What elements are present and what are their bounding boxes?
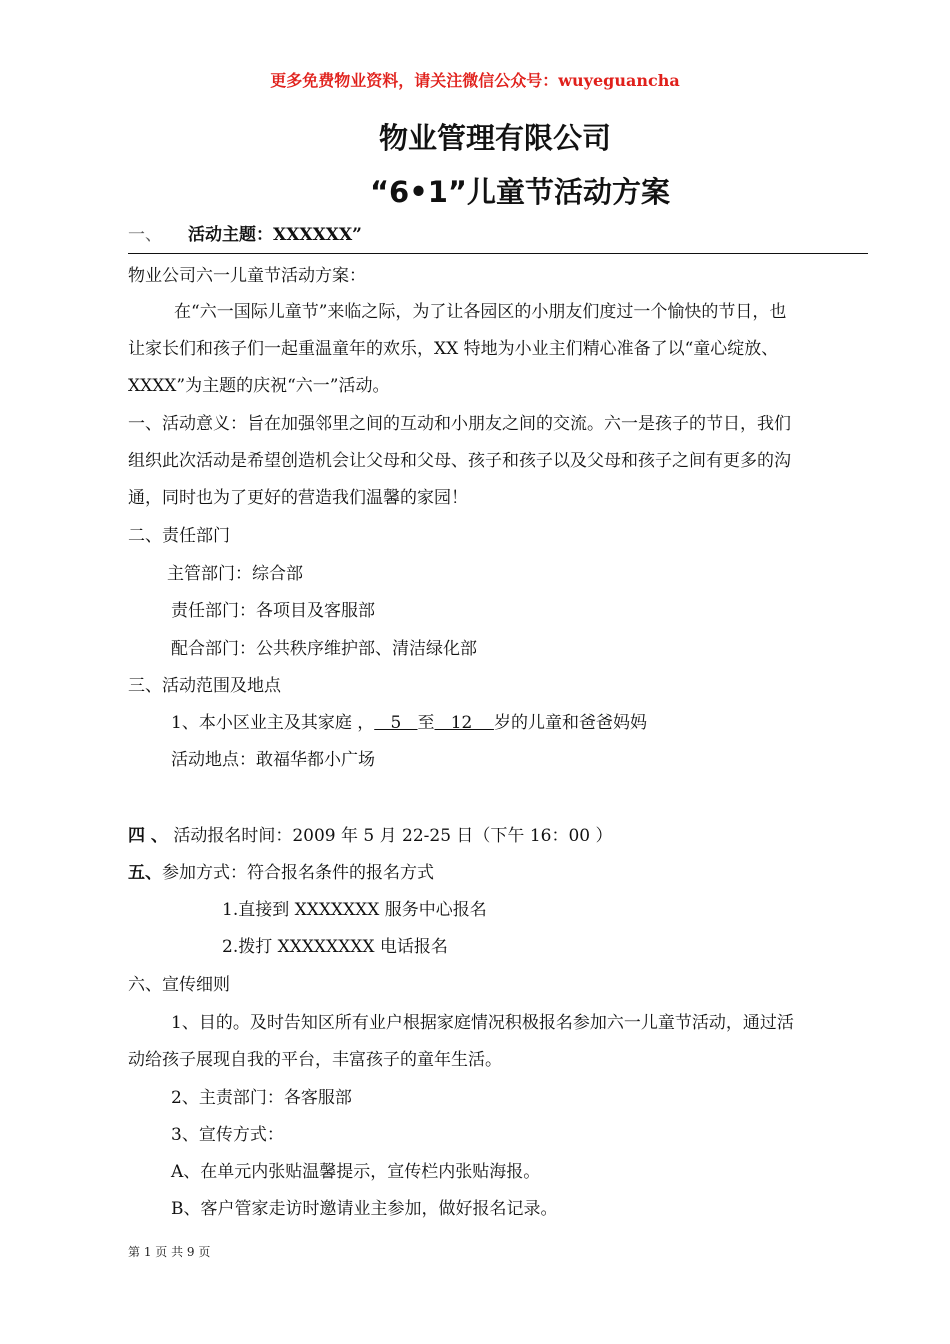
document-title: “6•1”儿童节活动方案 (369, 175, 670, 209)
significance-line3: 通，同时也为了更好的营造我们温馨的家园！ (128, 488, 468, 508)
para1-line1: 在“六一国际儿童节”来临之际，为了让各园区的小朋友们度过一个愉快的节日，也 (174, 302, 787, 322)
publicity-method-b: B、客户管家走访时邀请业主参加，做好报名记录。 (171, 1199, 558, 1219)
max-age: 12 (434, 713, 494, 733)
publicity-method-a: A、在单元内张贴温馨提示，宣传栏内张贴海报。 (171, 1162, 541, 1182)
publicity-method-heading: 3、宣传方式： (171, 1125, 284, 1145)
join-method-2: 2.拨打 XXXXXXXX 电话报名 (222, 937, 448, 957)
publicity-purpose-line2: 动给孩子展现自我的平台，丰富孩子的童年生活。 (128, 1050, 502, 1070)
dept-heading: 二、责任部门 (128, 526, 230, 546)
theme-heading (128, 222, 362, 248)
min-age: 5 (374, 713, 418, 733)
registration-text: 活动报名时间：2009 年 5 月 22-25 日（下午 16：00 ） (173, 826, 613, 846)
dept-support: 配合部门：公共秩序维护部、清洁绿化部 (171, 639, 477, 659)
age-suffix: 岁的儿童和爸爸妈妈 (493, 713, 647, 733)
to-text: 至 (417, 713, 435, 733)
join-text: 参加方式：符合报名条件的报名方式 (162, 863, 434, 883)
join-line (128, 860, 434, 886)
theme-number: 一、 (128, 225, 162, 245)
theme-label: 活动主题：XXXXXX” (188, 225, 362, 245)
significance-line2: 组织此次活动是希望创造机会让父母和父母、孩子和孩子以及父母和孩子之间有更多的沟 (128, 451, 791, 471)
scope-text: 1、本小区业主及其家庭 ， (171, 713, 375, 733)
company-title: 物业管理有限公司 (378, 121, 611, 155)
promo-banner: 更多免费物业资料，请关注微信公众号：wuyeguancha (270, 71, 680, 90)
registration-number: 四 、 (128, 826, 168, 846)
heading-divider (128, 253, 868, 254)
publicity-purpose-line1: 1、目的。及时告知区所有业户根据家庭情况积极报名参加六一儿童节活动，通过活 (171, 1013, 794, 1033)
para1-line3: XXXX”为主题的庆祝“六一”活动。 (128, 376, 390, 396)
intro-line: 物业公司六一儿童节活动方案： (128, 266, 366, 286)
join-method-1: 1.直接到 XXXXXXX 服务中心报名 (222, 900, 487, 920)
significance-line1: 一、活动意义：旨在加强邻里之间的互动和小朋友之间的交流。六一是孩子的节日，我们 (128, 414, 791, 434)
publicity-dept: 2、主责部门：各客服部 (171, 1088, 352, 1108)
scope-heading: 三、活动范围及地点 (128, 676, 281, 696)
dept-lead: 主管部门：综合部 (167, 564, 303, 584)
join-number: 五、 (128, 863, 162, 883)
dept-responsible: 责任部门：各项目及客服部 (171, 601, 375, 621)
para1-line2: 让家长们和孩子们一起重温童年的欢乐，XX 特地为小业主们精心准备了以“童心绽放、 (128, 339, 779, 359)
scope-location: 活动地点：敢福华都小广场 (171, 750, 375, 770)
page-footer: 第 1 页 共 9 页 (128, 1245, 211, 1259)
registration-line (128, 823, 613, 849)
scope-participants (171, 710, 647, 736)
publicity-heading: 六、宣传细则 (128, 975, 230, 995)
